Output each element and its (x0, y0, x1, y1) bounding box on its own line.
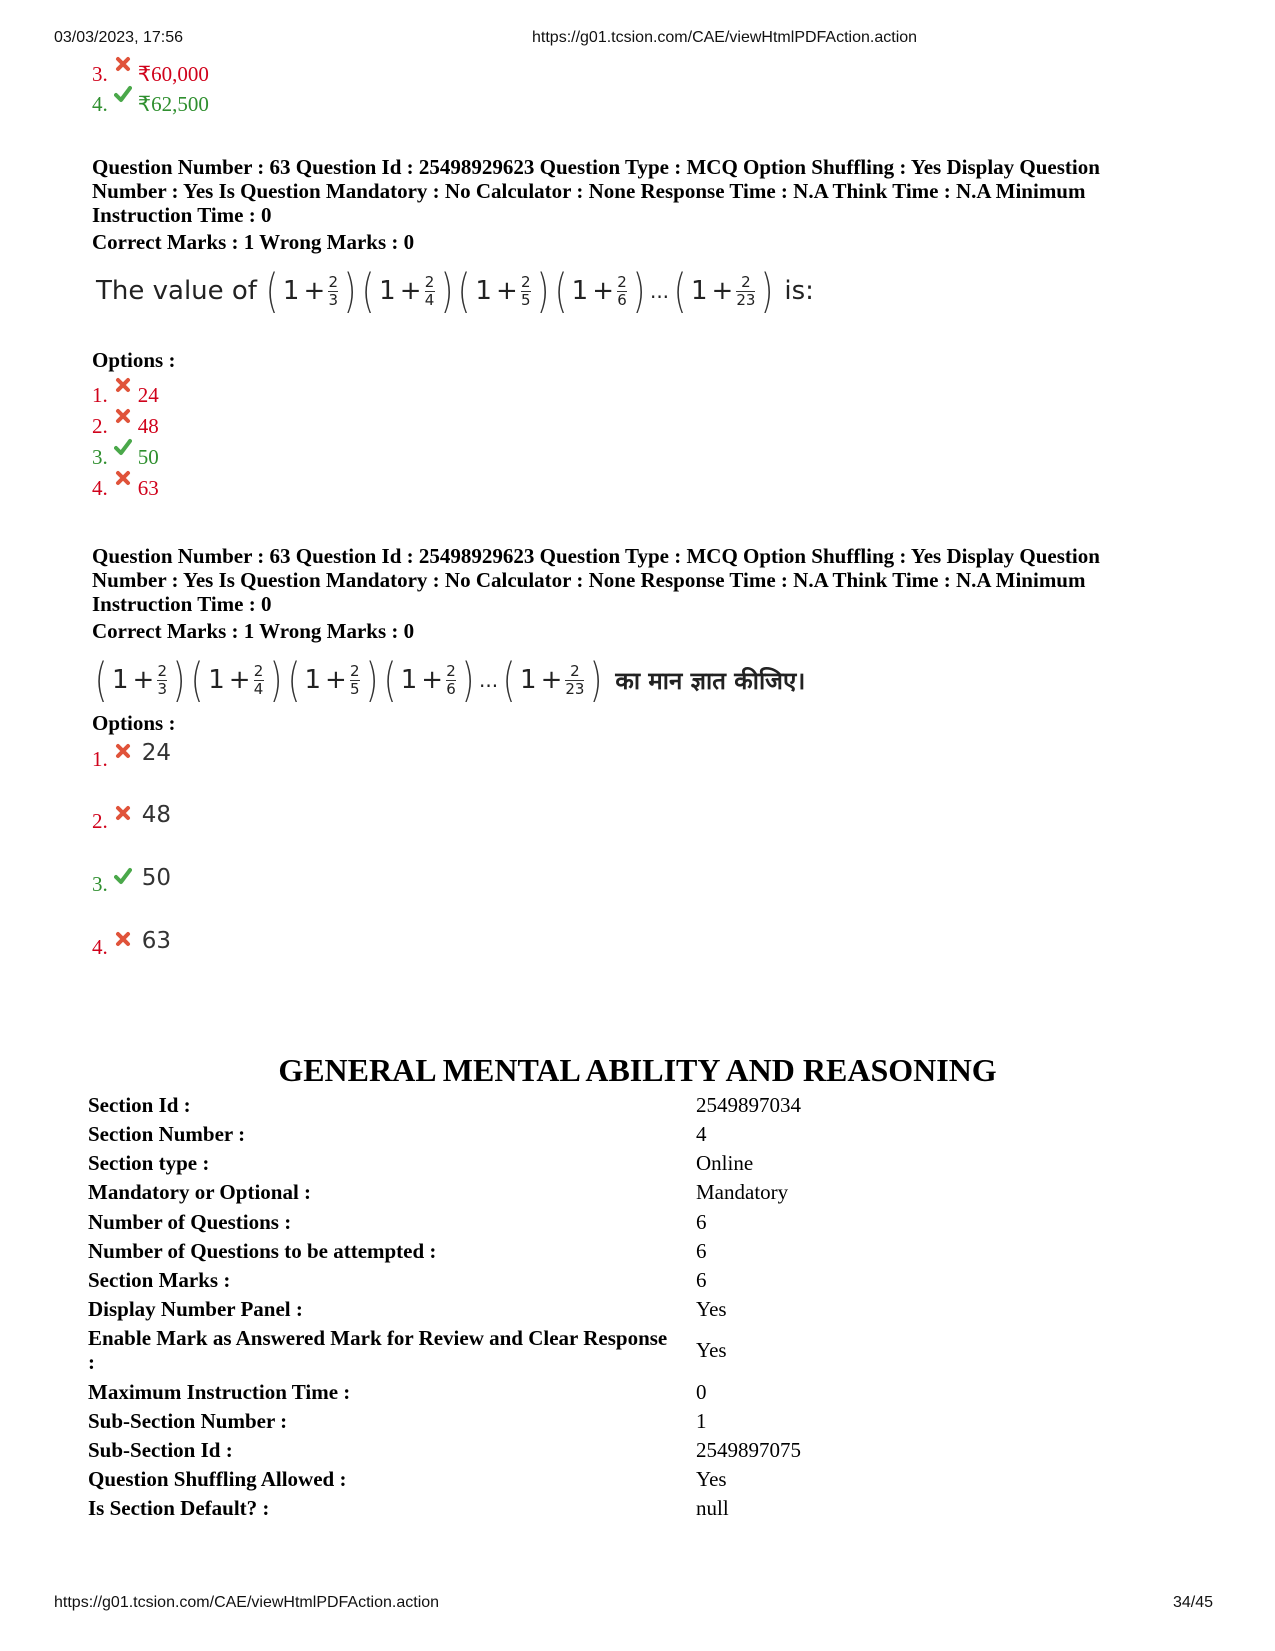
plus-sign: + (228, 665, 251, 695)
prev-option-4 (92, 90, 209, 116)
term-one: 1 (282, 276, 300, 306)
option-text: 50 (141, 865, 172, 891)
left-paren: ( (287, 653, 300, 707)
question-meta: Question Number : 63 Question Id : 25498929623 Question Type : MCQ Option Shuffling : Yes Display Question Number : Yes Is Question Mandatory : No Calculator : None Response Time : N.A Think Time : N.A Minimum Instruction Time : 0 (92, 544, 1100, 616)
option-text: 48 (141, 802, 172, 828)
cross-icon (114, 407, 132, 425)
question-tail-hindi: का मान ज्ञात कीजिए। (615, 666, 806, 695)
plus-sign: + (303, 276, 326, 306)
right-paren: ) (536, 264, 550, 318)
prev-option-3 (92, 60, 209, 86)
option-number: 4. (92, 935, 108, 959)
option-4 (92, 928, 172, 960)
check-icon (114, 438, 132, 456)
right-paren: ) (365, 653, 379, 707)
fraction (617, 274, 627, 309)
section-row (88, 1326, 1188, 1376)
row-value: Mandatory (696, 1180, 789, 1204)
row-key: Question Shuffling Allowed : (88, 1467, 347, 1491)
denominator: 5 (350, 679, 360, 698)
plus-sign: + (325, 665, 347, 695)
term-one: 1 (520, 665, 537, 695)
cross-icon (114, 742, 132, 760)
plus-sign: + (132, 665, 155, 695)
numerator: 2 (424, 272, 435, 291)
left-paren: ( (673, 264, 687, 318)
option-1 (92, 381, 159, 407)
question-text-english (96, 263, 814, 319)
fraction (446, 663, 456, 698)
numerator: 2 (570, 661, 580, 680)
left-paren: ( (190, 653, 204, 707)
term-one: 1 (111, 665, 129, 695)
denominator: 6 (617, 290, 627, 309)
row-key: Maximum Instruction Time : (88, 1380, 351, 1404)
cross-icon (114, 930, 132, 948)
page-number: 34/45 (1173, 1594, 1214, 1611)
plus-sign: + (592, 276, 615, 306)
option-1 (92, 740, 172, 772)
option-number: 1. (92, 383, 108, 408)
print-url: https://g01.tcsion.com/CAE/viewHtmlPDFAction.action (532, 29, 918, 46)
option-number: 1. (92, 747, 108, 771)
row-key: Is Section Default? : (88, 1496, 270, 1520)
question-marks: Correct Marks : 1 Wrong Marks : 0 (92, 619, 415, 643)
denominator: 23 (565, 679, 585, 698)
row-value: 1 (696, 1409, 707, 1433)
plus-sign: + (540, 665, 563, 695)
print-datetime: 03/03/2023, 17:56 (54, 29, 184, 46)
cross-icon (114, 469, 132, 487)
row-value: 6 (696, 1210, 707, 1234)
plus-sign: + (495, 276, 518, 306)
fraction (254, 663, 264, 698)
footer-url: https://g01.tcsion.com/CAE/viewHtmlPDFAction.action (54, 1594, 440, 1611)
cross-icon (114, 804, 132, 822)
right-paren: ) (590, 653, 603, 707)
row-key: Section Number : (88, 1122, 246, 1146)
numerator: 2 (157, 661, 168, 680)
option-text: 50 (137, 445, 159, 470)
option-4 (92, 474, 159, 500)
ellipsis: ... (649, 279, 670, 303)
fraction (425, 274, 435, 309)
option-text: 24 (141, 740, 172, 766)
denominator: 23 (736, 290, 756, 309)
left-paren: ( (502, 653, 516, 707)
right-paren: ) (269, 653, 282, 707)
denominator: 4 (253, 679, 264, 698)
plus-sign: + (399, 276, 422, 306)
left-paren: ( (383, 653, 397, 707)
cross-icon (114, 55, 132, 73)
plus-sign: + (711, 276, 734, 306)
numerator: 2 (328, 272, 339, 291)
option-2 (92, 412, 159, 438)
row-key: Sub-Section Id : (88, 1438, 233, 1462)
numerator: 2 (446, 661, 456, 680)
row-value: Yes (696, 1338, 727, 1362)
denominator: 6 (446, 679, 456, 698)
row-key: Display Number Panel : (88, 1297, 303, 1321)
numerator: 2 (741, 272, 751, 291)
row-key: Number of Questions : (88, 1210, 292, 1234)
right-paren: ) (632, 264, 646, 318)
row-key: Section Marks : (88, 1268, 231, 1292)
check-icon (114, 85, 132, 103)
denominator: 3 (157, 679, 168, 698)
option-number: 4. (92, 92, 108, 117)
numerator: 2 (520, 272, 531, 291)
term-one: 1 (304, 665, 321, 695)
option-2 (92, 802, 172, 834)
term-one: 1 (475, 276, 492, 306)
numerator: 2 (253, 661, 264, 680)
row-key: Mandatory or Optional : (88, 1180, 312, 1204)
row-key: Number of Questions to be attempted : (88, 1239, 437, 1263)
question-marks: Correct Marks : 1 Wrong Marks : 0 (92, 230, 415, 254)
term-one: 1 (691, 276, 708, 306)
option-3 (92, 443, 159, 469)
options-label: Options : (92, 711, 176, 735)
left-paren: ( (361, 264, 375, 318)
option-number: 3. (92, 445, 108, 470)
row-value: 2549897034 (696, 1093, 801, 1117)
option-text: 48 (137, 414, 159, 439)
question-tail: is: (784, 276, 814, 306)
options-label: Options : (92, 348, 176, 372)
row-value: null (696, 1496, 729, 1520)
row-value: 6 (696, 1268, 707, 1292)
row-value: 6 (696, 1239, 707, 1263)
right-paren: ) (461, 653, 475, 707)
numerator: 2 (617, 272, 627, 291)
term-one: 1 (400, 665, 418, 695)
row-key: Sub-Section Number : (88, 1409, 288, 1433)
row-key: Section type : (88, 1151, 210, 1175)
term-one: 1 (571, 276, 589, 306)
row-value: 4 (696, 1122, 707, 1146)
left-paren: ( (265, 264, 279, 318)
option-number: 3. (92, 62, 108, 87)
left-paren: ( (458, 264, 471, 318)
ellipsis: ... (479, 668, 499, 692)
section-title: GENERAL MENTAL ABILITY AND REASONING (278, 1052, 997, 1088)
right-paren: ) (761, 264, 774, 318)
cross-icon (114, 376, 132, 394)
row-value: Online (696, 1151, 754, 1175)
fraction (157, 663, 167, 698)
fraction (736, 274, 755, 309)
question-text-hindi (92, 652, 805, 708)
option-text: ₹62,500 (137, 92, 209, 117)
denominator: 4 (424, 290, 435, 309)
row-value: 2549897075 (696, 1438, 801, 1462)
plus-sign: + (421, 665, 444, 695)
term-one: 1 (208, 665, 225, 695)
check-icon (114, 867, 132, 885)
row-value: Yes (696, 1467, 727, 1491)
denominator: 3 (328, 290, 339, 309)
right-paren: ) (172, 653, 186, 707)
option-text: 63 (141, 928, 172, 954)
term-one: 1 (379, 276, 396, 306)
option-text: 24 (137, 383, 159, 408)
option-number: 3. (92, 872, 108, 896)
question-lead: The value of (96, 276, 257, 306)
right-paren: ) (343, 264, 357, 318)
fraction (521, 274, 531, 309)
right-paren: ) (440, 264, 453, 318)
row-value: 0 (696, 1380, 707, 1404)
left-paren: ( (554, 264, 567, 318)
denominator: 5 (520, 290, 531, 309)
fraction (328, 274, 338, 309)
numerator: 2 (350, 661, 360, 680)
option-number: 2. (92, 414, 108, 439)
row-key: Enable Mark as Answered Mark for Review and Clear Response : (88, 1326, 668, 1374)
question-meta: Question Number : 63 Question Id : 25498929623 Question Type : MCQ Option Shuffling : Yes Display Question Number : Yes Is Question Mandatory : No Calculator : None Response Time : N.A Think Time : N.A Minimum Instruction Time : 0 (92, 155, 1100, 227)
option-3 (92, 865, 172, 897)
option-number: 4. (92, 476, 108, 501)
row-value: Yes (696, 1297, 727, 1321)
left-paren: ( (94, 653, 108, 707)
fraction (565, 663, 584, 698)
row-key: Section Id : (88, 1093, 191, 1117)
option-text: ₹60,000 (137, 62, 209, 87)
fraction (350, 663, 360, 698)
option-number: 2. (92, 809, 108, 833)
option-text: 63 (137, 476, 159, 501)
